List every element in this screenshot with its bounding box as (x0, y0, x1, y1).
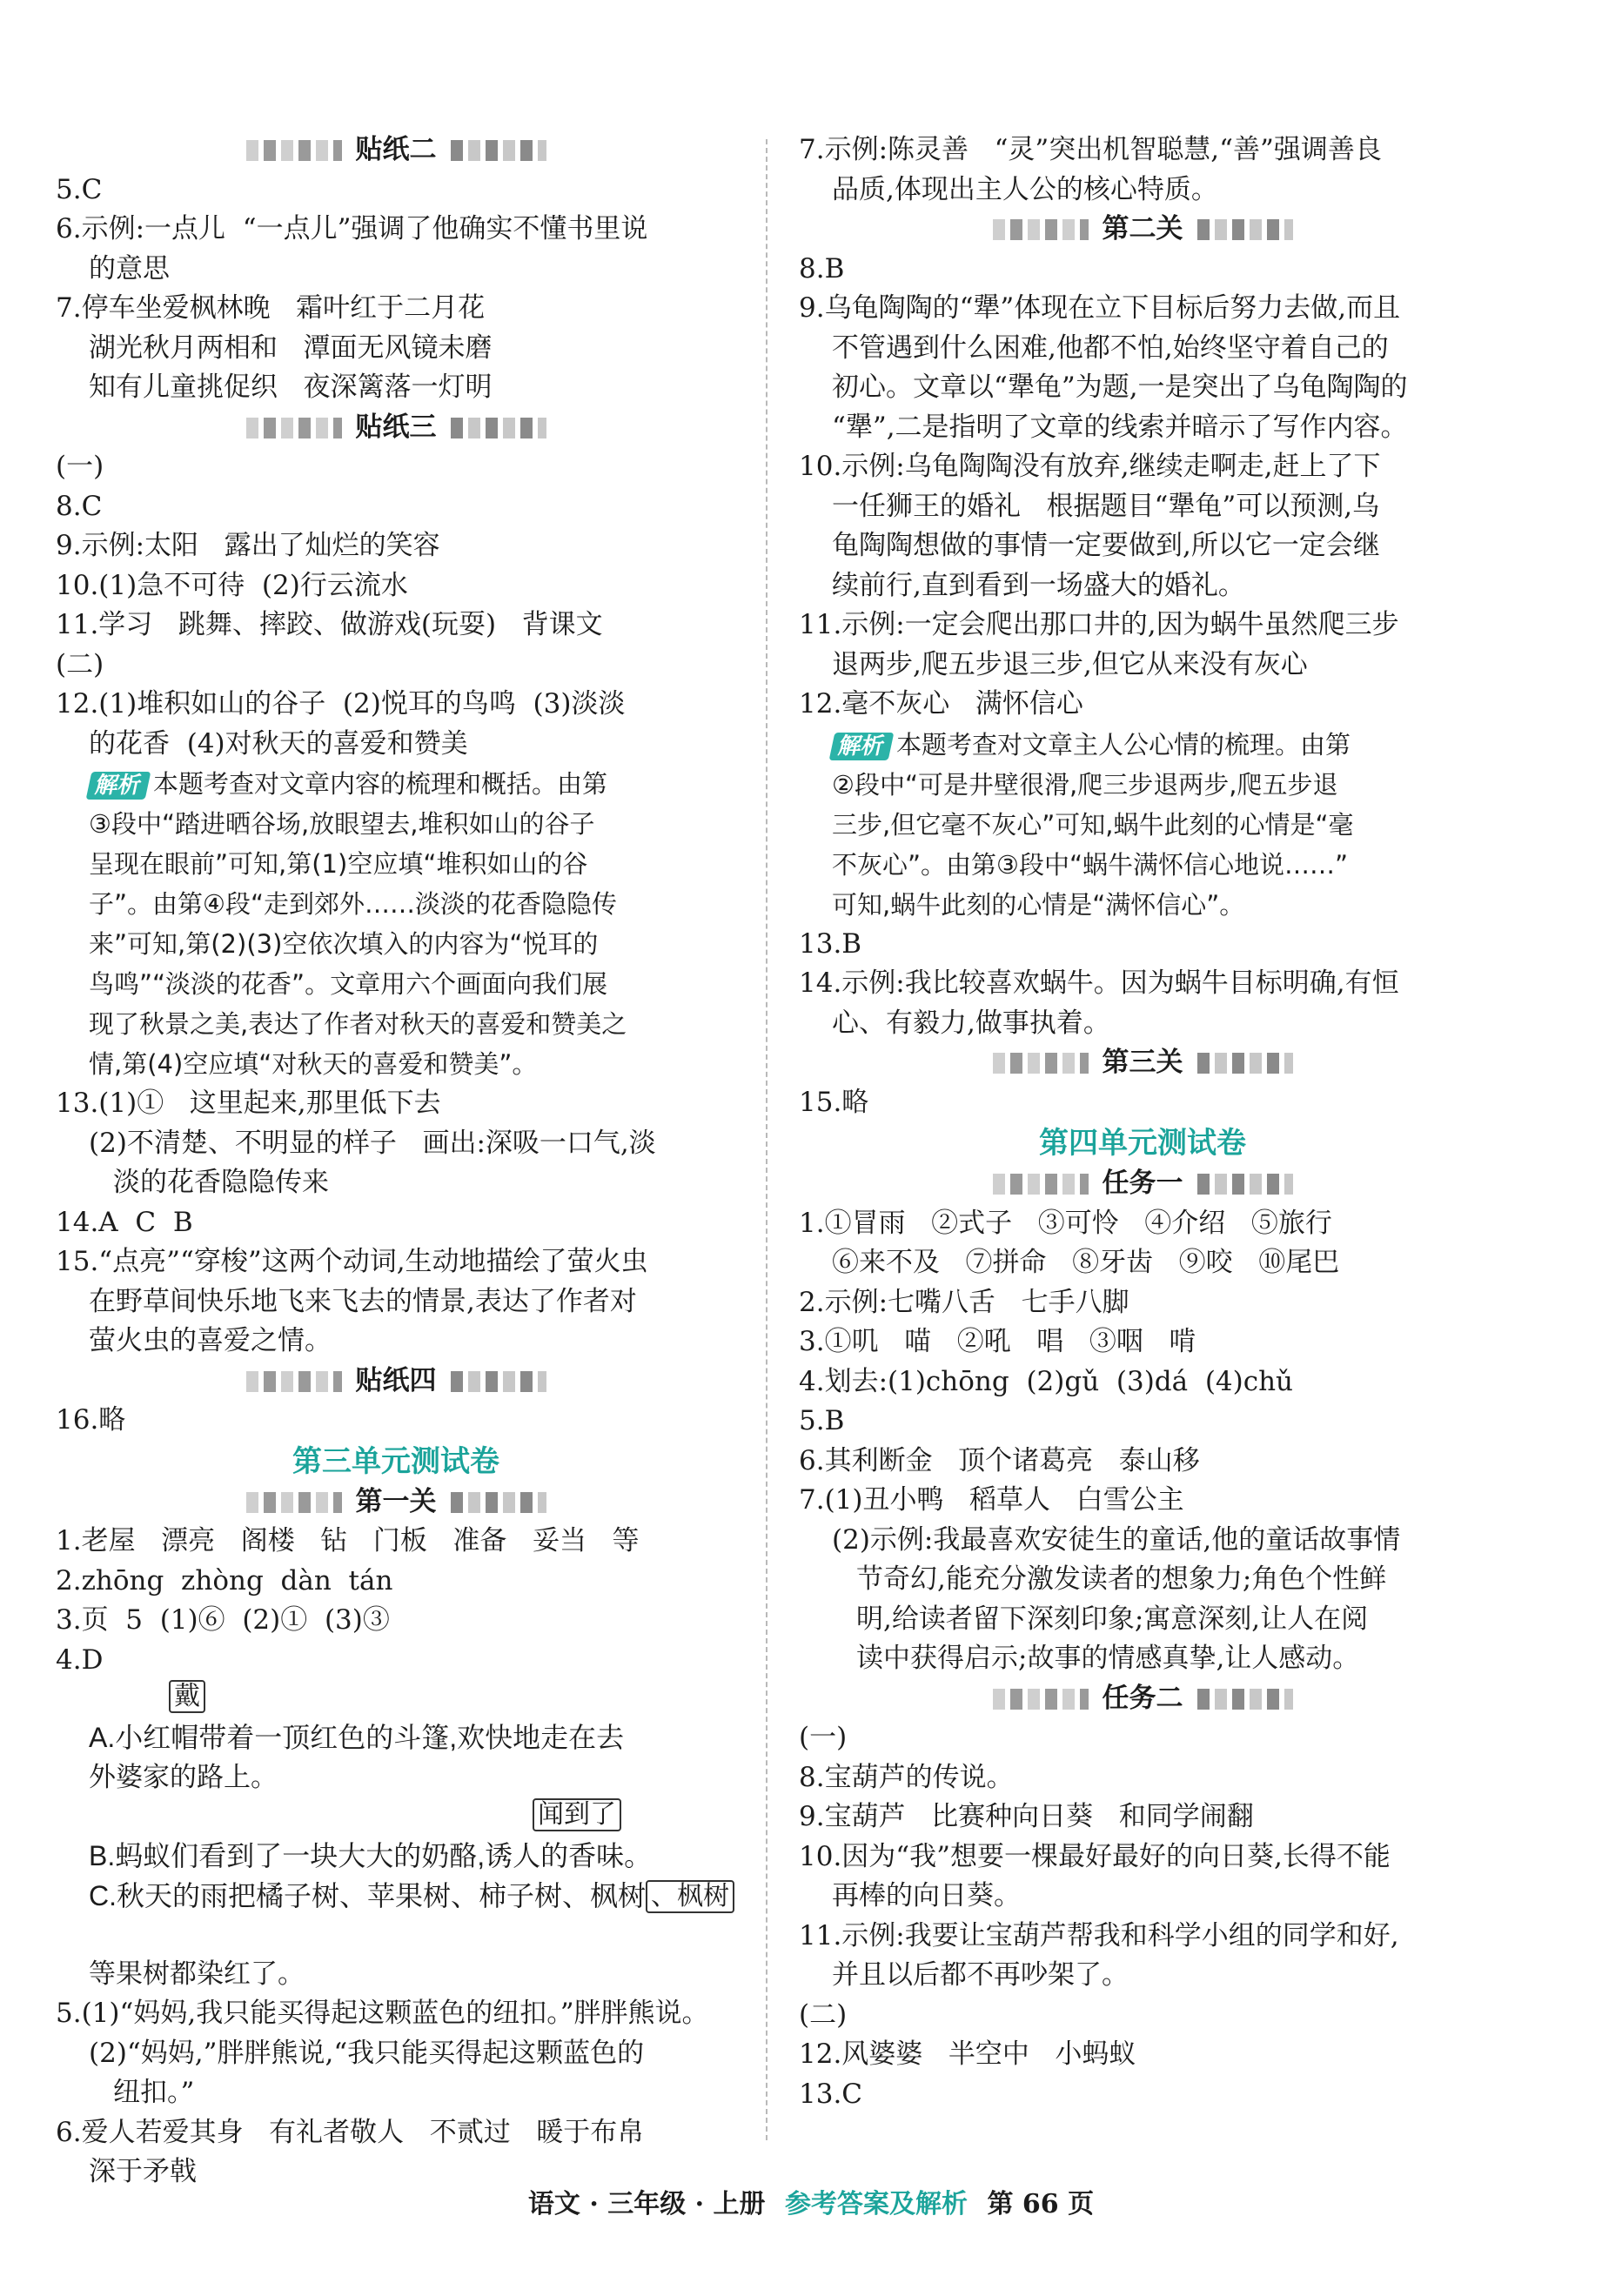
answer-line: (二) (799, 1998, 848, 2031)
answer-line: 7.停车坐爱枫林晚 霜叶红于二月花 (56, 292, 486, 324)
left-column (56, 131, 736, 2192)
answer-line: 外婆家的路上。 (89, 1762, 278, 1793)
answer-line: 4.D (56, 1643, 104, 1676)
section-heading (799, 1164, 1486, 1204)
answer-line: 13.B (799, 927, 862, 960)
answer-line: 5.C (56, 173, 103, 205)
answer-line: 淡的花香隐隐传来 (113, 1167, 329, 1198)
decor-bars (1197, 219, 1293, 240)
answer-line: 12.(1)堆积如山的谷子 (2)悦耳的鸟鸣 (3)淡淡 (56, 688, 626, 720)
answer-line: 13.(1)① 这里起来,那里低下去 (56, 1088, 441, 1119)
analysis-line: 子”。由第④段“走到郊外……淡淡的花香隐隐传 (89, 889, 618, 919)
page-footer (0, 2182, 1622, 2220)
unit-test-title: 第四单元测试卷 (1039, 1126, 1246, 1161)
answer-line: 品质,体现出主人公的核心特质。 (832, 173, 1218, 205)
section-title: 贴纸二 (355, 134, 437, 165)
correction-text: B.蚂蚁们看到了一块大大的奶酪,诱人的香味。 (89, 1839, 653, 1871)
right-column (799, 131, 1486, 2114)
correction-mark: 、枫树 (646, 1880, 734, 1913)
decor-bars (451, 1371, 546, 1392)
answer-line: ⑥来不及 ⑦拼命 ⑧牙齿 ⑨咬 ⑩尾巴 (832, 1247, 1340, 1278)
answer-line: 湖光秋月两相和 潭面无风镜未磨 (89, 331, 493, 364)
answer-line: 11.示例:我要让宝葫芦帮我和科学小组的同学和好, (799, 1919, 1399, 1951)
decor-bars (246, 418, 342, 438)
decor-bars (993, 1174, 1089, 1195)
answer-line: 12.毫不灰心 满怀信心 (799, 688, 1083, 720)
answer-line: “犟”,二是指明了文章的线索并暗示了写作内容。 (832, 411, 1408, 443)
answer-line: 8.B (799, 252, 845, 284)
section-heading (799, 210, 1486, 250)
footer-answers-title: 参考答案及解析 (785, 2189, 969, 2219)
answer-line: 7.(1)丑小鸭 稻草人 白雪公主 (799, 1484, 1184, 1516)
answer-line: 的意思 (89, 252, 170, 284)
unit-test-title: 第三单元测试卷 (292, 1443, 499, 1479)
section-heading (799, 1043, 1486, 1083)
answer-line: 14.A C B (56, 1206, 193, 1238)
decor-bars (1197, 1174, 1293, 1195)
answer-line: 3.页 5 (1)⑥ (2)① (3)③ (56, 1604, 390, 1636)
analysis-line: 不灰心”。由第③段中“蜗牛满怀信心地说……” (832, 849, 1349, 880)
decor-bars (246, 1492, 342, 1513)
answer-line: 萤火虫的喜爱之情。 (89, 1325, 332, 1356)
analysis-line: 鸟鸣”“淡淡的花香”。文章用六个画面向我们展 (89, 969, 608, 999)
analysis-line: ②段中“可是井壁很滑,爬三步退两步,爬五步退 (832, 769, 1338, 800)
analysis-line (799, 725, 1486, 765)
answer-line: 节奇幻,能充分激发读者的想象力;角色个性鲜 (856, 1563, 1387, 1595)
decor-bars (246, 140, 342, 161)
answer-line: 9.乌龟陶陶的“犟”体现在立下目标后努力去做,而且 (799, 292, 1401, 324)
answer-line: (一) (799, 1722, 848, 1753)
answer-line: 1.①冒雨 ②式子 ③可怜 ④介绍 ⑤旅行 (799, 1207, 1332, 1239)
answer-line: 6.其利断金 顶个诸葛亮 泰山移 (799, 1444, 1200, 1476)
answer-line: 11.示例:一定会爬出那口井的,因为蜗牛虽然爬三步 (799, 609, 1399, 640)
answer-line: 心、有毅力,做事执着。 (832, 1007, 1110, 1039)
answer-line: 读中获得启示;故事的情感真挚,让人感动。 (856, 1643, 1360, 1674)
section-heading (56, 1362, 736, 1402)
section-title: 贴纸三 (355, 411, 437, 443)
answer-line: 15.“点亮”“穿梭”这两个动词,生动地描绘了萤火虫 (56, 1246, 648, 1277)
decor-bars (1197, 1053, 1293, 1074)
answer-line: 知有儿童挑促织 夜深篱落一灯明 (89, 372, 493, 403)
section-heading (56, 408, 736, 448)
answer-line: 15.略 (799, 1086, 869, 1118)
section-heading (799, 1679, 1486, 1719)
answer-line: 不管遇到什么困难,他都不怕,始终坚守着自己的 (832, 331, 1389, 364)
correction-sentence (56, 1877, 736, 1955)
footer-page-number: 第 66 页 (987, 2189, 1095, 2219)
decor-bars (246, 1371, 342, 1392)
answer-line: 10.(1)急不可待 (2)行云流水 (56, 569, 408, 601)
analysis-line: 情,第(4)空应填“对秋天的喜爱和赞美”。 (89, 1049, 538, 1079)
answer-line: 5.(1)“妈妈,我只能买得起这颗蓝色的纽扣。”胖胖熊说。 (56, 1998, 709, 2029)
answer-line: 再棒的向日葵。 (832, 1880, 1021, 1911)
analysis-tag: 解析 (86, 772, 151, 800)
answer-line: 9.示例:太阳 露出了灿烂的笑容 (56, 530, 440, 561)
analysis-text: 本题考查对文章主人公心情的梳理。由第 (896, 729, 1351, 760)
answer-line: 一任狮王的婚礼 根据题目“犟龟”可以预测,乌 (832, 490, 1380, 522)
footer-subject: 语文 · 三年级 · 上册 (527, 2189, 766, 2219)
decor-bars (451, 140, 546, 161)
answer-line: (2)不清楚、不明显的样子 画出:深吸一口气,淡 (89, 1127, 656, 1159)
answer-line: 龟陶陶想做的事情一定要做到,所以它一定会继 (832, 530, 1380, 561)
analysis-line: 可知,蜗牛此刻的心情是“满怀信心”。 (832, 889, 1245, 920)
answer-line: 11.学习 跳舞、摔跤、做游戏(玩耍) 背课文 (56, 609, 603, 640)
answer-line: 明,给读者留下深刻印象;寓意深刻,让人在阅 (856, 1603, 1369, 1635)
answer-line: 6.示例:一点儿 “一点儿”强调了他确实不懂书里说 (56, 213, 648, 244)
answer-line: 7.示例:陈灵善 “灵”突出机智聪慧,“善”强调善良 (799, 134, 1382, 165)
correction-mark: 戴 (169, 1680, 205, 1713)
answer-line: 的花香 (4)对秋天的喜爱和赞美 (89, 727, 468, 760)
answer-line: 2.zhōng zhòng dàn tán (56, 1564, 393, 1596)
analysis-line: 现了秋景之美,表达了作者对秋天的喜爱和赞美之 (89, 1009, 627, 1039)
decor-bars (1197, 1689, 1293, 1710)
analysis-tag: 解析 (829, 733, 895, 760)
analysis-text: 本题考查对文章内容的梳理和概括。由第 (153, 769, 608, 799)
correction-mark: 闻到了 (533, 1798, 621, 1831)
answer-line: 在野草间快乐地飞来飞去的情景,表达了作者对 (89, 1285, 637, 1317)
analysis-line: ③段中“踏进晒谷场,放眼望去,堆积如山的谷子 (89, 809, 595, 839)
answer-line: (2)“妈妈,”胖胖熊说,“我只能买得起这颗蓝色的 (89, 2037, 645, 2069)
answer-line: 12.风婆婆 半空中 小蚂蚁 (799, 2038, 1136, 2070)
answer-line: 5.B (799, 1405, 845, 1436)
answer-line: 10.因为“我”想要一棵最好最好的向日葵,长得不能 (799, 1840, 1391, 1872)
answer-line: 14.示例:我比较喜欢蜗牛。因为蜗牛目标明确,有恒 (799, 967, 1399, 999)
answer-line: 2.示例:七嘴八舌 七手八脚 (799, 1286, 1129, 1318)
answer-line: (2)示例:我最喜欢安徒生的童话,他的童话故事情 (832, 1523, 1401, 1556)
analysis-line (56, 764, 736, 804)
analysis-line: 来”可知,第(2)(3)空依次填入的内容为“悦耳的 (89, 929, 599, 959)
column-divider (766, 139, 767, 2140)
analysis-line: 三步,但它毫不灰心”可知,蜗牛此刻的心情是“毫 (832, 809, 1354, 840)
answer-line: 等果树都染红了。 (89, 1958, 305, 1990)
decor-bars (993, 219, 1089, 240)
answer-line: 16.略 (56, 1404, 126, 1436)
answer-line: 并且以后都不再吵架了。 (832, 1959, 1129, 1991)
answer-line: 初心。文章以“犟龟”为题,一是突出了乌龟陶陶的 (832, 372, 1408, 403)
section-title: 第二关 (1102, 213, 1183, 244)
section-title: 第三关 (1102, 1047, 1183, 1078)
decor-bars (993, 1053, 1089, 1074)
correction-text: A.小红帽带着一顶红色的斗篷,欢快地走在去 (89, 1722, 625, 1753)
analysis-line: 呈现在眼前”可知,第(1)空应填“堆积如山的谷 (89, 849, 588, 879)
answer-line: 13.C (799, 2078, 863, 2110)
correction-sentence (56, 1680, 736, 1758)
correction-text: C.秋天的雨把橘子树、苹果树、柿子树、枫树 (89, 1879, 647, 1911)
section-title: 任务一 (1102, 1168, 1183, 1199)
section-title: 第一关 (355, 1485, 437, 1517)
decor-bars (993, 1689, 1089, 1710)
answer-line: 9.宝葫芦 比赛种向日葵 和同学闹翻 (799, 1801, 1254, 1832)
answer-line: (一) (56, 451, 104, 482)
correction-sentence (56, 1798, 736, 1877)
section-title: 任务二 (1102, 1682, 1183, 1714)
answer-line: 退两步,爬五步退三步,但它从来没有灰心 (832, 648, 1308, 680)
decor-bars (451, 418, 546, 438)
answer-line: 8.C (56, 490, 103, 522)
answer-line: 6.爱人若爱其身 有礼者敬人 不贰过 暖于布帛 (56, 2116, 645, 2148)
decor-bars (451, 1492, 546, 1513)
answer-line: 1.老屋 漂亮 阁楼 钻 门板 准备 妥当 等 (56, 1525, 640, 1556)
answer-line: 纽扣。” (113, 2077, 195, 2108)
answer-line: 3.①叽 喵 ②吼 唱 ③咽 啃 (799, 1326, 1196, 1357)
section-heading (56, 131, 736, 171)
answer-line: 10.示例:乌龟陶陶没有放弃,继续走啊走,赶上了下 (799, 451, 1381, 482)
answer-line: 深于矛戟 (89, 2156, 197, 2187)
answer-line: (二) (56, 648, 104, 680)
section-title: 贴纸四 (355, 1364, 437, 1396)
answer-line: 4.划去:(1)chōng (2)gǔ (3)dá (4)chǔ (799, 1365, 1294, 1397)
answer-line: 续前行,直到看到一场盛大的婚礼。 (832, 569, 1245, 601)
section-heading (56, 1483, 736, 1523)
answer-line: 8.宝葫芦的传说。 (799, 1761, 1014, 1793)
